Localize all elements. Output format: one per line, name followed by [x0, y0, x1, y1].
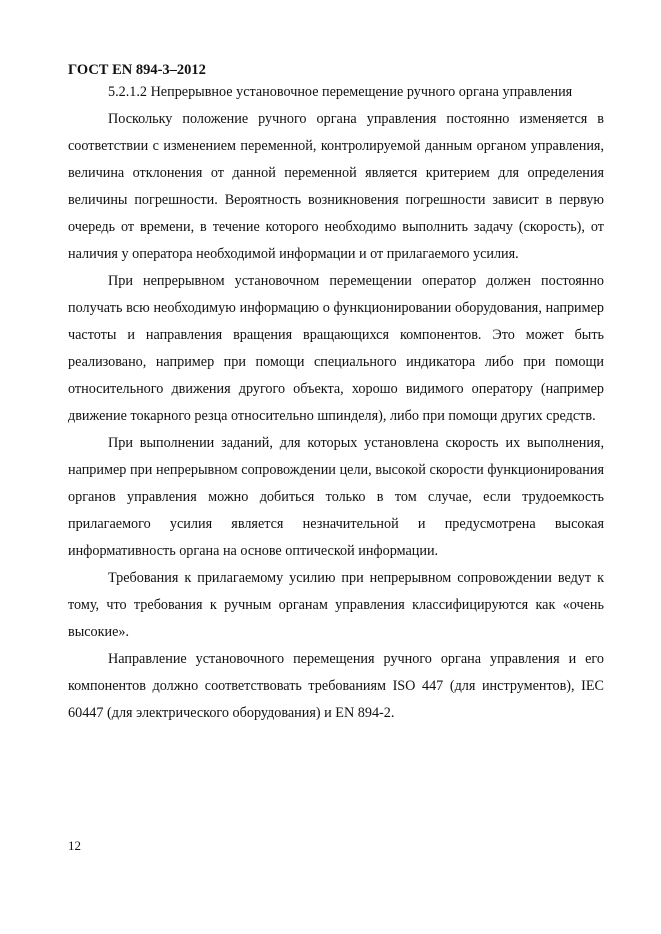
- paragraph: При выполнении заданий, для которых установлена скорость их выполнения, например при непрерывном сопровождении цели, высокой скорости функционирования органов управления можно добиться только в том случае, если трудоемкость прилагаемого усилия является незначительной и предусмотрена высокая информативность органа на основе оптической информации.: [68, 435, 604, 559]
- document-body: [68, 79, 604, 727]
- page-number: 12: [68, 838, 81, 853]
- document-header: ГОСТ EN 894-3–2012: [68, 62, 206, 78]
- paragraph: Поскольку положение ручного органа управления постоянно изменяется в соответствии с изменением переменной, контролируемой данным органом управления, величина отклонения от данной переменной является критерием для определения величины погрешности. Вероятность возникновения погрешности зависит в первую очередь от времени, в течение которого необходимо выполнить задачу (скорость), от наличия у оператора необходимой информации и от прилагаемого усилия.: [68, 111, 604, 262]
- paragraph: Требования к прилагаемому усилию при непрерывном сопровождении ведут к тому, что требования к ручным органам управления классифицируются как «очень высокие».: [68, 570, 604, 640]
- section-heading-paragraph: 5.2.1.2 Непрерывное установочное перемещение ручного органа управления: [108, 84, 573, 100]
- paragraph: При непрерывном установочном перемещении оператор должен постоянно получать всю необходимую информацию о функционировании оборудования, например частоты и направления вращения вращающихся компонентов. Это может быть реализовано, например при помощи специального индикатора либо при помощи относительного движения другого объекта, хорошо видимого оператору (например движение токарного резца относительно шпинделя), либо при помощи других средств.: [68, 273, 604, 424]
- paragraph: Направление установочного перемещения ручного органа управления и его компонентов должно соответствовать требованиям ISO 447 (для инструментов), IEC 60447 (для электрического оборудования) и EN 894-2.: [68, 651, 604, 721]
